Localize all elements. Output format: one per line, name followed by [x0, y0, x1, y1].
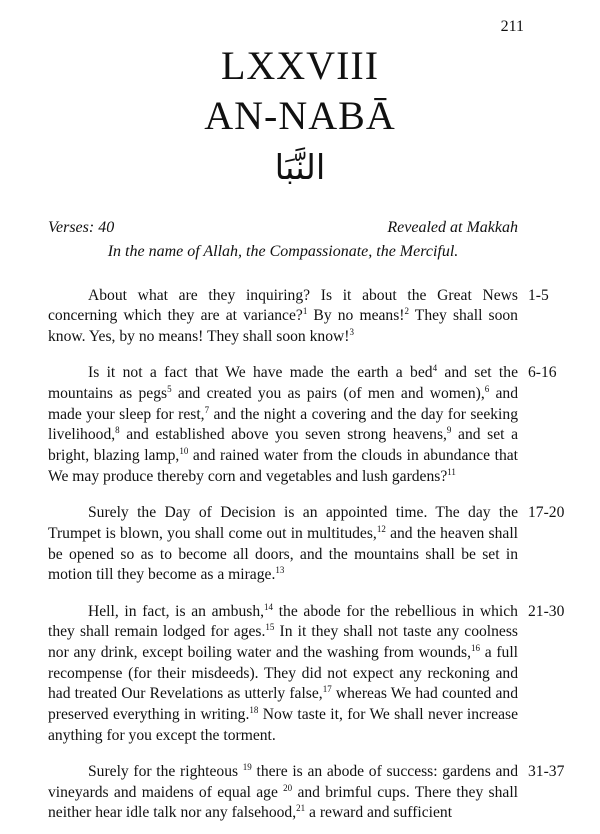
passage-text: Is it not a fact that We have made the earth a bed	[88, 364, 433, 382]
passage-paragraph	[48, 286, 549, 348]
verse-range: 21-30	[528, 602, 565, 620]
surah-number: LXXVIII	[220, 43, 380, 88]
passage-text: They shall soon know. Yes, by no means! They shall soon know!	[48, 307, 518, 345]
page-title: AN-NABĀ	[204, 93, 396, 138]
passage-text: and set a bright, blazing lamp,	[48, 426, 518, 465]
footnote-marker: 2	[404, 306, 409, 317]
footnote-marker: 10	[179, 445, 189, 456]
passage-text: and created you as pairs (of men and women),	[171, 385, 485, 402]
basmala: In the name of Allah, the Compassionate, the Merciful.	[107, 243, 459, 260]
passage-text: Now taste it, for We shall never increase anything for you except the torment.	[48, 706, 519, 744]
passage-text: the abode for the rebellious in which they shall remain lodged for ages.	[48, 602, 518, 641]
verses-count: Verses: 40	[48, 219, 115, 236]
footnote-marker: 9	[446, 425, 452, 436]
passage-paragraph	[48, 761, 565, 824]
passage-text: there is an abode of success: gardens and vineyards and maidens of equal age	[48, 763, 518, 801]
passage-text: and rained water from the clouds in abundance that We may produce thereby corn and vegetables and lush gardens?	[48, 447, 518, 485]
passage-text: whereas We had counted and preserved everything in writing.	[48, 685, 519, 724]
passage-paragraph	[48, 363, 557, 487]
footnote-marker: 8	[115, 425, 120, 436]
footnote-marker: 16	[471, 642, 480, 653]
passage-text: About what are they inquiring? Is it about the Great News concerning which they are at variance?	[48, 286, 518, 325]
passage-text: Surely for the righteous	[88, 763, 243, 781]
passage-text: and established above you seven strong heavens,	[119, 426, 447, 444]
passage-paragraph	[48, 503, 565, 586]
passage-text: and the night a covering and the day for seeking livelihood,	[48, 405, 518, 444]
footnote-marker: 5	[167, 383, 172, 394]
footnote-marker: 4	[432, 363, 438, 374]
passage-text: and made your sleep for rest,	[48, 385, 518, 423]
verse-range: 17-20	[528, 504, 565, 522]
footnote-marker: 11	[447, 466, 456, 477]
footnote-marker: 13	[275, 565, 285, 576]
footnote-marker: 6	[484, 383, 490, 394]
footnote-marker: 3	[349, 326, 354, 337]
footnote-marker: 21	[296, 803, 306, 814]
passage-text: Hell, in fact, is an ambush,	[88, 602, 265, 620]
arabic-title: النَّبَا	[274, 148, 326, 188]
passage-paragraph	[48, 601, 565, 747]
footnote-marker: 15	[265, 622, 275, 633]
footnote-marker: 14	[264, 601, 274, 612]
passage-text: and brimful cups. There they shall neither hear idle talk nor any falsehood,	[48, 783, 518, 822]
passage-text: and set the mountains as pegs	[48, 364, 518, 402]
passage-text: and the heaven shall be opened so as to become all doors, and the mountains shall be set in motion till they become as a mirage.	[48, 524, 518, 584]
verse-range: 31-37	[528, 763, 565, 781]
passage-text: By no means!	[307, 307, 405, 325]
footnote-marker: 7	[204, 404, 210, 415]
footnote-marker: 1	[302, 306, 308, 317]
passages	[48, 270, 565, 834]
meta-row	[48, 219, 518, 237]
passage-text: Surely the Day of Decision is an appointed time. The day the Trumpet is blown, you shall come out in multitudes,	[48, 504, 518, 542]
page-number: 211	[500, 18, 524, 35]
footnote-marker: 19	[242, 761, 252, 772]
passage-text: In it they shall not taste any coolness nor any drink, except boiling water and the washing from wounds,	[48, 623, 518, 661]
verse-range: 6-16	[528, 364, 557, 382]
footnote-marker: 17	[322, 684, 332, 695]
passage-text: a reward and sufficient	[305, 804, 453, 822]
footnote-marker: 18	[249, 704, 259, 715]
footnote-marker: 12	[376, 523, 386, 534]
verse-range: 1-5	[528, 286, 549, 304]
footnote-marker: 20	[283, 782, 293, 793]
revelation-place: Revealed at Makkah	[387, 219, 518, 236]
passage-text: a full recompense (for their misdeeds). They did not expect any reckoning and had treated Our Revelations as utterly false,	[48, 643, 518, 703]
